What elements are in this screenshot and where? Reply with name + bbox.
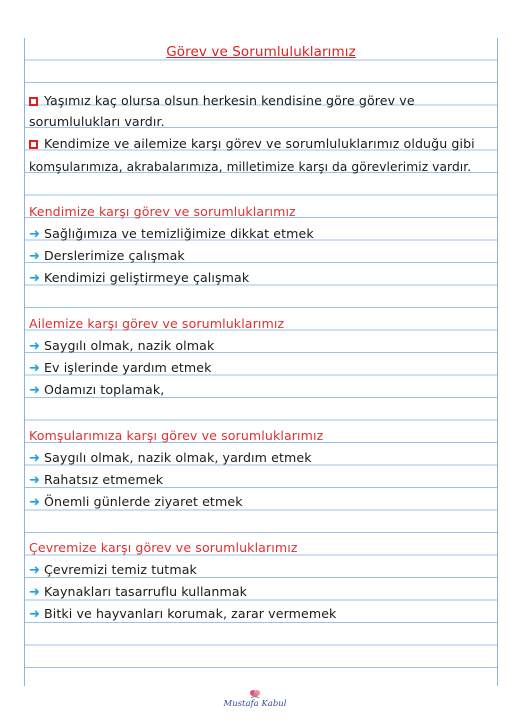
arrow-right-icon: ➜ xyxy=(29,451,40,466)
lined-paper xyxy=(24,38,498,686)
list-item: ➜ Önemli günlerde ziyaret etmek xyxy=(29,494,243,510)
arrow-right-icon: ➜ xyxy=(29,249,40,264)
section-heading: Çevremize karşı görev ve sorumluklarımız xyxy=(29,540,298,555)
arrow-right-icon: ➜ xyxy=(29,361,40,376)
page-title: Görev ve Sorumluluklarımız xyxy=(166,44,356,60)
red-square-icon xyxy=(29,140,38,149)
list-item: ➜ Saygılı olmak, nazik olmak xyxy=(29,338,215,354)
arrow-right-icon: ➜ xyxy=(29,473,40,488)
list-item: ➜ Kaynakları tasarruflu kullanmak xyxy=(29,584,248,600)
arrow-right-icon: ➜ xyxy=(29,607,40,622)
list-item: ➜ Ev işlerinde yardım etmek xyxy=(29,360,212,376)
intro-line-1: Yaşımız kaç olursa olsun herkesin kendisine göre görev ve xyxy=(29,90,493,112)
list-item: ➜ Saygılı olmak, nazik olmak, yardım etmek xyxy=(29,450,312,466)
intro-line-2: sorumlulukları vardır. xyxy=(29,114,165,129)
flower-logo-icon xyxy=(249,689,261,699)
arrow-right-icon: ➜ xyxy=(29,585,40,600)
section-heading: Ailemize karşı görev ve sorumluklarımız xyxy=(29,316,285,331)
arrow-right-icon: ➜ xyxy=(29,339,40,354)
arrow-right-icon: ➜ xyxy=(29,383,40,398)
list-item: ➜ Bitki ve hayvanları korumak, zarar vermemek xyxy=(29,606,337,622)
author-name: Mustafa Kabul xyxy=(223,699,287,709)
intro-line-4: komşularımıza, akrabalarımıza, milletimize karşı da görevlerimiz vardır. xyxy=(29,160,472,174)
list-item: ➜ Çevremizi temiz tutmak xyxy=(29,562,197,578)
section-heading: Komşularımıza karşı görev ve sorumluklarımız xyxy=(29,428,324,443)
arrow-right-icon: ➜ xyxy=(29,271,40,286)
intro-line-3: Kendimize ve ailemize karşı görev ve sorumluluklarımız olduğu gibi xyxy=(29,133,493,155)
red-square-icon xyxy=(29,97,38,106)
list-item: ➜ Sağlığımıza ve temizliğimize dikkat etmek xyxy=(29,226,314,242)
list-item: ➜ Kendimizi geliştirmeye çalışmak xyxy=(29,270,250,286)
section-heading: Kendimize karşı görev ve sorumluklarımız xyxy=(29,204,296,219)
arrow-right-icon: ➜ xyxy=(29,563,40,578)
list-item: ➜ Rahatsız etmemek xyxy=(29,472,164,488)
arrow-right-icon: ➜ xyxy=(29,227,40,242)
list-item: ➜ Derslerimize çalışmak xyxy=(29,248,185,264)
arrow-right-icon: ➜ xyxy=(29,495,40,510)
list-item: ➜ Odamızı toplamak, xyxy=(29,382,165,398)
author-signature xyxy=(0,689,510,709)
